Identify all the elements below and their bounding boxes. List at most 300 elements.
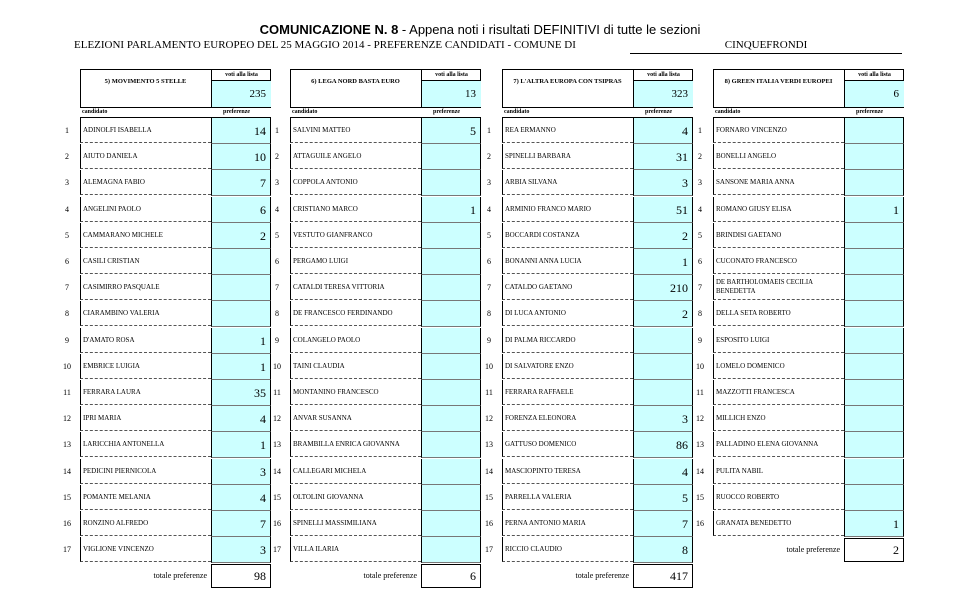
candidate-index: 6 (275, 257, 279, 266)
candidate-preferences: 2 (211, 223, 271, 249)
candidate-index: 8 (487, 309, 491, 319)
candidate-index: 14 (696, 466, 704, 476)
candidate-preferences: 5 (421, 118, 481, 144)
candidate-preferences (421, 354, 481, 380)
candidate-name: VESTUTO GIANFRANCO (290, 223, 421, 248)
candidate-name: PERNA ANTONIO MARIA (502, 511, 633, 536)
candidate-index: 12 (485, 414, 493, 424)
candidate-name: COPPOLA ANTONIO (290, 170, 421, 195)
candidate-index: 2 (65, 152, 69, 162)
preferenze-header: preferenze (645, 109, 673, 115)
candidate-row (290, 511, 481, 537)
candidate-preferences: 2 (633, 301, 693, 327)
candidate-name: DE BARTHOLOMAEIS CECILIA BENEDETTA (713, 275, 844, 300)
candidate-name: PERGAMO LUIGI (290, 249, 421, 274)
candidate-preferences: 210 (633, 275, 693, 301)
candidate-name: ANVAR SUSANNA (290, 406, 421, 431)
candidate-preferences (844, 118, 904, 144)
list-header (290, 69, 481, 108)
candidate-row (290, 249, 481, 275)
candidate-name: BRINDISI GAETANO (713, 223, 844, 248)
candidate-name: RUOCCO ROBERTO (713, 485, 844, 510)
candidate-name: BOCCARDI COSTANZA (502, 223, 633, 248)
candidate-row (290, 406, 481, 432)
candidate-row (713, 118, 904, 144)
candidate-preferences (844, 328, 904, 354)
title-rest: - Appena noti i risultati DEFINITIVI di tutte le sezioni (398, 22, 701, 37)
candidate-index: 9 (65, 335, 69, 345)
candidate-row (80, 118, 271, 144)
candidate-preferences (844, 406, 904, 432)
candidato-header: candidato (715, 109, 741, 115)
candidate-index: 7 (65, 283, 69, 293)
candidate-row (713, 406, 904, 432)
candidate-name: BONELLI ANGELO (713, 144, 844, 169)
candidate-row (502, 511, 693, 537)
candidate-preferences (844, 380, 904, 406)
candidate-preferences (633, 380, 693, 406)
candidate-name: FORENZA ELEONORA (502, 406, 633, 431)
candidate-preferences (844, 275, 904, 301)
candidate-preferences (844, 459, 904, 485)
party-name: 8) GREEN ITALIA VERDI EUROPEI (724, 78, 833, 85)
candidate-index: 6 (698, 257, 702, 266)
candidate-name: RONZINO ALFREDO (80, 511, 211, 536)
candidate-row (713, 275, 904, 301)
candidate-preferences: 3 (633, 170, 693, 196)
candidate-name: D'AMATO ROSA (80, 328, 211, 353)
voti-lista-label: voti alla lista (633, 70, 693, 81)
candidate-preferences (844, 354, 904, 380)
candidate-name: CAMMARANO MICHELE (80, 223, 211, 248)
candidate-name: LOMELO DOMENICO (713, 354, 844, 379)
candidate-row (290, 459, 481, 485)
candidate-row (290, 380, 481, 406)
party-name: 6) LEGA NORD BASTA EURO (311, 78, 400, 85)
candidate-preferences: 1 (211, 328, 271, 354)
candidate-preferences: 1 (844, 511, 904, 537)
candidate-index: 17 (63, 545, 71, 555)
voti-lista-value: 323 (633, 81, 693, 107)
candidate-row (502, 118, 693, 144)
candidate-row (80, 537, 271, 563)
candidate-preferences: 2 (633, 223, 693, 249)
party-name: 5) MOVIMENTO 5 STELLE (104, 78, 187, 85)
candidate-preferences: 10 (211, 144, 271, 170)
voti-lista-value: 6 (844, 81, 904, 107)
candidate-preferences: 1 (421, 197, 481, 223)
candidate-preferences: 7 (633, 511, 693, 537)
voti-lista-label: voti alla lista (211, 70, 271, 81)
candidate-row (713, 459, 904, 485)
candidate-name: PEDICINI PIERNICOLA (80, 459, 211, 484)
candidate-row (290, 537, 481, 563)
candidate-preferences (421, 275, 481, 301)
candidate-preferences (421, 432, 481, 458)
candidate-row (290, 118, 481, 144)
candidate-preferences (844, 223, 904, 249)
candidate-row (502, 223, 693, 249)
candidate-name: PARRELLA VALERIA (502, 485, 633, 510)
candidate-row (290, 485, 481, 511)
candidate-name: TAINI CLAUDIA (290, 354, 421, 379)
candidate-name: ARBIA SILVANA (502, 170, 633, 195)
candidate-preferences: 86 (633, 432, 693, 458)
total-row (290, 564, 481, 588)
candidate-preferences (421, 537, 481, 563)
candidate-index: 12 (273, 414, 281, 424)
voti-lista-label: voti alla lista (844, 70, 904, 81)
candidate-row (502, 432, 693, 458)
candidate-index: 7 (275, 283, 279, 293)
candidate-row (80, 144, 271, 170)
candidato-header: candidato (292, 109, 318, 115)
candidate-name: CALLEGARI MICHELA (290, 459, 421, 484)
candidate-preferences (211, 275, 271, 301)
page-title (0, 22, 960, 37)
candidate-index: 5 (275, 230, 279, 240)
candidate-row (80, 432, 271, 458)
total-label: totale preferenze (786, 545, 840, 555)
candidate-row (713, 144, 904, 170)
candidate-row (80, 406, 271, 432)
candidate-row (502, 249, 693, 275)
candidate-index: 15 (273, 492, 281, 502)
candidate-name: EMBRICE LUIGIA (80, 354, 211, 379)
candidate-index: 15 (485, 492, 493, 502)
candidate-preferences: 51 (633, 197, 693, 223)
candidate-index: 16 (273, 519, 281, 528)
candidate-row (502, 485, 693, 511)
candidate-name: MAZZOTTI FRANCESCA (713, 380, 844, 405)
candidate-name: FERRARA RAFFAELE (502, 380, 633, 405)
list-header (80, 69, 271, 108)
candidate-index: 16 (696, 519, 704, 528)
candidate-preferences (844, 301, 904, 327)
candidate-preferences (421, 511, 481, 537)
candidate-name: ADINOLFI ISABELLA (80, 118, 211, 143)
candidate-preferences (844, 485, 904, 511)
total-row (713, 538, 904, 562)
candidate-name: CIARAMBINO VALERIA (80, 301, 211, 326)
candidate-preferences: 4 (633, 459, 693, 485)
candidate-index: 2 (487, 152, 491, 162)
candidate-index: 8 (275, 309, 279, 319)
candidate-row (80, 354, 271, 380)
candidate-row (502, 144, 693, 170)
subtitle: ELEZIONI PARLAMENTO EUROPEO DEL 25 MAGGIO 2014 - PREFERENZE CANDIDATI - COMUNE DI (74, 39, 576, 51)
candidate-index: 12 (63, 414, 71, 424)
candidate-preferences (421, 144, 481, 170)
total-value: 6 (421, 564, 481, 588)
candidate-preferences (211, 301, 271, 327)
candidate-preferences (421, 223, 481, 249)
candidate-name: GATTUSO DOMENICO (502, 432, 633, 457)
candidate-preferences: 7 (211, 511, 271, 537)
candidate-index: 11 (485, 388, 493, 397)
candidate-preferences: 7 (211, 170, 271, 196)
candidate-index: 13 (485, 440, 493, 450)
candidate-index: 14 (485, 466, 493, 476)
candidate-index: 6 (487, 257, 491, 266)
candidate-preferences: 1 (211, 354, 271, 380)
candidate-name: VIGLIONE VINCENZO (80, 537, 211, 562)
candidate-index: 17 (273, 545, 281, 555)
candidate-preferences (844, 144, 904, 170)
candidate-preferences: 1 (633, 249, 693, 275)
candidate-preferences (633, 328, 693, 354)
candidate-index: 5 (698, 230, 702, 240)
voti-lista-value: 235 (211, 81, 271, 107)
candidate-name: IPRI MARIA (80, 406, 211, 431)
candidate-row (80, 197, 271, 223)
candidate-preferences: 5 (633, 485, 693, 511)
candidate-name: POMANTE MELANIA (80, 485, 211, 510)
candidate-row (713, 170, 904, 196)
candidate-row (713, 380, 904, 406)
candidate-preferences (421, 170, 481, 196)
preferenze-header: preferenze (433, 109, 461, 115)
candidate-name: BRAMBILLA ENRICA GIOVANNA (290, 432, 421, 457)
candidate-preferences: 3 (633, 406, 693, 432)
candidate-preferences: 8 (633, 537, 693, 563)
candidate-row (713, 223, 904, 249)
candidato-header: candidato (504, 109, 530, 115)
candidate-index: 10 (63, 361, 71, 371)
candidate-row (713, 354, 904, 380)
candidate-row (502, 301, 693, 327)
candidate-preferences (421, 249, 481, 275)
candidate-name: GRANATA BENEDETTO (713, 511, 844, 536)
candidate-index: 1 (65, 126, 69, 135)
candidate-preferences: 3 (211, 537, 271, 563)
candidate-index: 13 (273, 440, 281, 450)
candidate-index: 14 (273, 466, 281, 476)
candidate-name: ATTAGUILE ANGELO (290, 144, 421, 169)
candidate-name: ARMINIO FRANCO MARIO (502, 197, 633, 222)
candidate-name: CATALDI TERESA VITTORIA (290, 275, 421, 300)
candidate-row (80, 170, 271, 196)
preferenze-header: preferenze (856, 109, 884, 115)
candidate-name: SPINELLI MASSIMILIANA (290, 511, 421, 536)
candidato-header: candidato (82, 109, 108, 115)
voti-lista-value: 13 (421, 81, 481, 107)
candidate-name: CUCONATO FRANCESCO (713, 249, 844, 274)
candidate-index: 4 (275, 204, 279, 214)
candidate-row (713, 432, 904, 458)
candidate-index: 5 (487, 230, 491, 240)
candidate-row (290, 223, 481, 249)
candidate-index: 10 (696, 361, 704, 371)
candidate-name: REA ERMANNO (502, 118, 633, 143)
candidate-name: MONTANINO FRANCESCO (290, 380, 421, 405)
candidate-row (502, 354, 693, 380)
candidate-row (502, 380, 693, 406)
candidate-preferences: 35 (211, 380, 271, 406)
candidate-index: 8 (698, 309, 702, 319)
candidate-index: 16 (485, 519, 493, 528)
candidate-index: 7 (487, 283, 491, 293)
candidate-name: DI SALVATORE ENZO (502, 354, 633, 379)
candidate-name: COLANGELO PAOLO (290, 328, 421, 353)
candidate-index: 17 (485, 545, 493, 555)
candidate-name: ALEMAGNA FABIO (80, 170, 211, 195)
candidate-index: 1 (487, 126, 491, 135)
candidate-name: CRISTIANO MARCO (290, 197, 421, 222)
candidate-row (290, 301, 481, 327)
candidate-row (290, 197, 481, 223)
candidate-preferences: 31 (633, 144, 693, 170)
candidate-index: 3 (65, 178, 69, 188)
candidate-index: 5 (65, 230, 69, 240)
candidate-index: 2 (275, 152, 279, 162)
column-header (502, 108, 693, 118)
candidate-index: 9 (698, 335, 702, 345)
voti-lista-label: voti alla lista (421, 70, 481, 81)
candidate-index: 4 (487, 204, 491, 214)
candidate-name: DELLA SETA ROBERTO (713, 301, 844, 326)
candidate-index: 8 (65, 309, 69, 319)
candidate-index: 1 (698, 126, 702, 135)
candidate-preferences (844, 170, 904, 196)
candidate-index: 2 (698, 152, 702, 162)
candidate-row (80, 301, 271, 327)
candidate-index: 4 (65, 204, 69, 214)
candidate-preferences (633, 354, 693, 380)
candidate-row (713, 511, 904, 537)
candidate-name: PULITA NABIL (713, 459, 844, 484)
candidate-name: BONANNI ANNA LUCIA (502, 249, 633, 274)
candidate-index: 1 (275, 126, 279, 135)
candidate-index: 6 (65, 257, 69, 266)
candidate-row (502, 170, 693, 196)
candidate-row (713, 485, 904, 511)
candidate-name: FORNARO VINCENZO (713, 118, 844, 143)
total-row (502, 564, 693, 588)
candidate-preferences: 4 (211, 406, 271, 432)
candidate-row (502, 275, 693, 301)
list-header (502, 69, 693, 108)
candidate-index: 15 (696, 492, 704, 502)
title-bold: COMUNICAZIONE N. 8 (259, 22, 399, 37)
candidate-index: 10 (273, 361, 281, 371)
candidate-index: 11 (273, 388, 281, 397)
column-header (290, 108, 481, 118)
candidate-row (80, 223, 271, 249)
candidate-preferences (421, 380, 481, 406)
candidate-row (713, 197, 904, 223)
candidate-name: CASIMIRRO PASQUALE (80, 275, 211, 300)
candidate-preferences: 14 (211, 118, 271, 144)
candidate-index: 3 (487, 178, 491, 188)
candidate-preferences (421, 406, 481, 432)
candidate-row (502, 197, 693, 223)
candidate-preferences: 1 (844, 197, 904, 223)
candidate-index: 13 (696, 440, 704, 450)
candidate-preferences (421, 301, 481, 327)
candidate-index: 15 (63, 492, 71, 502)
candidate-row (502, 328, 693, 354)
candidate-row (80, 249, 271, 275)
candidate-index: 9 (275, 335, 279, 345)
total-row (80, 564, 271, 588)
candidate-row (502, 537, 693, 563)
candidate-name: SALVINI MATTEO (290, 118, 421, 143)
candidate-preferences: 4 (633, 118, 693, 144)
candidate-index: 4 (698, 204, 702, 214)
candidate-index: 16 (63, 519, 71, 528)
candidate-index: 9 (487, 335, 491, 345)
column-header (713, 108, 904, 118)
candidate-row (290, 328, 481, 354)
candidate-name: SPINELLI BARBARA (502, 144, 633, 169)
candidate-name: DI LUCA ANTONIO (502, 301, 633, 326)
candidate-preferences (421, 485, 481, 511)
candidate-index: 11 (696, 388, 704, 397)
column-header (80, 108, 271, 118)
party-name: 7) L'ALTRA EUROPA CON TSIPRAS (513, 78, 622, 85)
candidate-preferences (844, 432, 904, 458)
candidate-row (80, 511, 271, 537)
candidate-name: DE FRANCESCO FERDINANDO (290, 301, 421, 326)
candidate-row (290, 170, 481, 196)
candidate-row (290, 275, 481, 301)
candidate-index: 10 (485, 361, 493, 371)
candidate-name: FERRARA LAURA (80, 380, 211, 405)
candidate-row (80, 275, 271, 301)
candidate-index: 14 (63, 466, 71, 476)
candidate-index: 3 (698, 178, 702, 188)
preferenze-header: preferenze (223, 109, 251, 115)
candidate-preferences (421, 328, 481, 354)
candidate-name: CATALDO GAETANO (502, 275, 633, 300)
candidate-row (713, 328, 904, 354)
candidate-name: ROMANO GIUSY ELISA (713, 197, 844, 222)
candidate-name: SANSONE MARIA ANNA (713, 170, 844, 195)
candidate-name: AIUTO DANIELA (80, 144, 211, 169)
candidate-index: 11 (63, 388, 71, 397)
candidate-row (713, 301, 904, 327)
candidate-name: VILLA ILARIA (290, 537, 421, 562)
total-label: totale preferenze (575, 571, 629, 581)
candidate-row (80, 380, 271, 406)
candidate-row (502, 406, 693, 432)
candidate-row (290, 144, 481, 170)
total-label: totale preferenze (363, 571, 417, 581)
candidate-row (290, 432, 481, 458)
candidate-preferences: 6 (211, 197, 271, 223)
candidate-row (80, 485, 271, 511)
candidate-row (290, 354, 481, 380)
total-value: 98 (211, 564, 271, 588)
list-header (713, 69, 904, 108)
candidate-name: DI PALMA RICCARDO (502, 328, 633, 353)
candidate-preferences: 1 (211, 432, 271, 458)
candidate-name: MASCIOPINTO TERESA (502, 459, 633, 484)
candidate-preferences: 3 (211, 459, 271, 485)
candidate-name: MILLICH ENZO (713, 406, 844, 431)
candidate-name: PALLADINO ELENA GIOVANNA (713, 432, 844, 457)
candidate-preferences: 4 (211, 485, 271, 511)
total-value: 417 (633, 564, 693, 588)
candidate-index: 3 (275, 178, 279, 188)
candidate-index: 13 (63, 440, 71, 450)
comune-name: CINQUEFRONDI (630, 39, 902, 54)
candidate-name: OLTOLINI GIOVANNA (290, 485, 421, 510)
candidate-name: CASILI CRISTIAN (80, 249, 211, 274)
total-value: 2 (844, 538, 904, 562)
candidate-name: RICCIO CLAUDIO (502, 537, 633, 562)
